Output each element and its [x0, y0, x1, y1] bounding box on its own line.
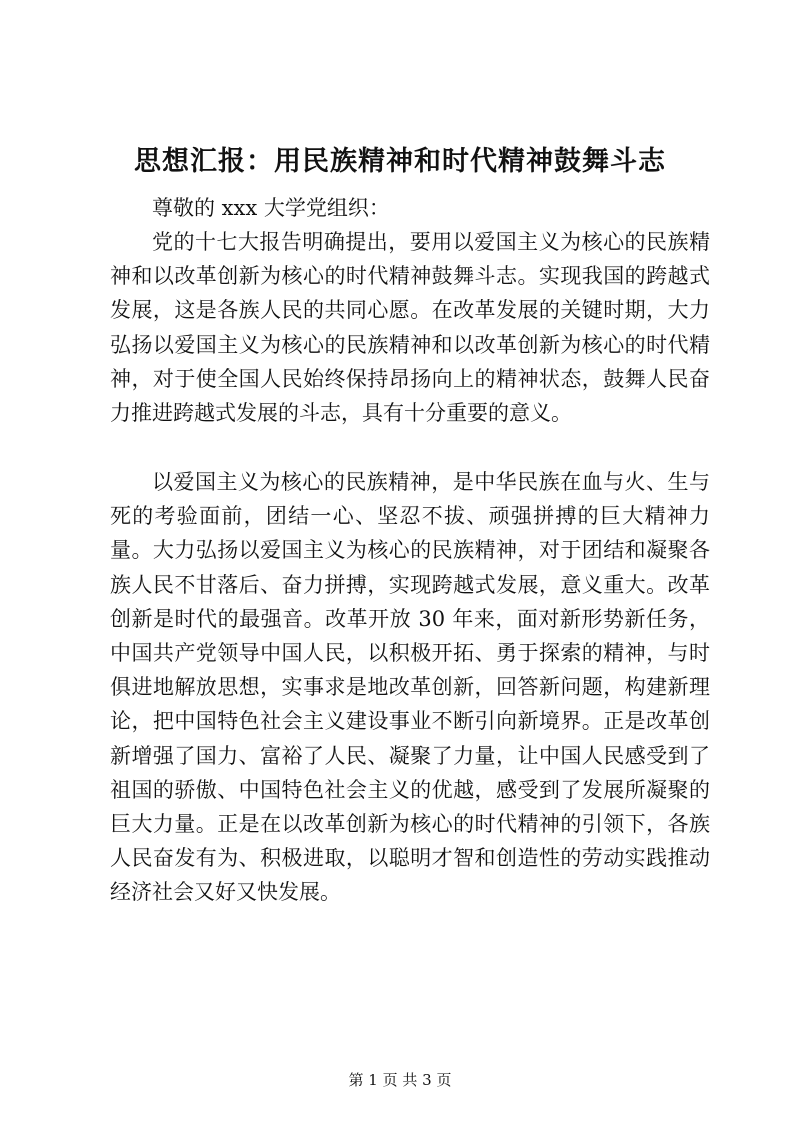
- page-footer: 第 1 页 共 3 页: [348, 1071, 452, 1089]
- document-title: 思想汇报：用民族精神和时代精神鼓舞斗志: [134, 146, 666, 177]
- paragraph-1: 党的十七大报告明确提出，要用以爱国主义为核心的民族精神和以改革创新为核心的时代精神鼓舞斗志。实现我国的跨越式发展，这是各族人民的共同心愿。在改革发展的关键时期，大力弘扬以爱国主义为核心的民族精神和以改革创新为核心的时代精神，对于使全国人民始终保持昂扬向上的精神状态，鼓舞人民奋力推进跨越式发展的斗志，具有十分重要的意义。: [110, 230, 710, 426]
- paragraph-2: 以爱国主义为核心的民族精神，是中华民族在血与火、生与死的考验面前，团结一心、坚忍不拔、顽强拼搏的巨大精神力量。大力弘扬以爱国主义为核心的民族精神，对于团结和凝聚各族人民不甘落后、奋力拼搏，实现跨越式发展，意义重大。改革创新是时代的最强音。改革开放 30 年来，面对新形势新任务，中国共产党领导中国人民，以积极开拓、勇于探索的精神，与时俱进地解放思想，实事求是地改革创新，回答新问题，构建新理论，把中国特色社会主义建设事业不断引向新境界。正是改革创新增强了国力、富裕了人民、凝聚了力量，让中国人民感受到了祖国的骄傲、中国特色社会主义的优越，感受到了发展所凝聚的巨大力量。正是在以改革创新为核心的时代精神的引领下，各族人民奋发有为、积极进取，以聪明才智和创造性的劳动实践推动经济社会又好又快发展。: [110, 470, 710, 905]
- salutation: 尊敬的 xxx 大学党组织：: [152, 196, 390, 220]
